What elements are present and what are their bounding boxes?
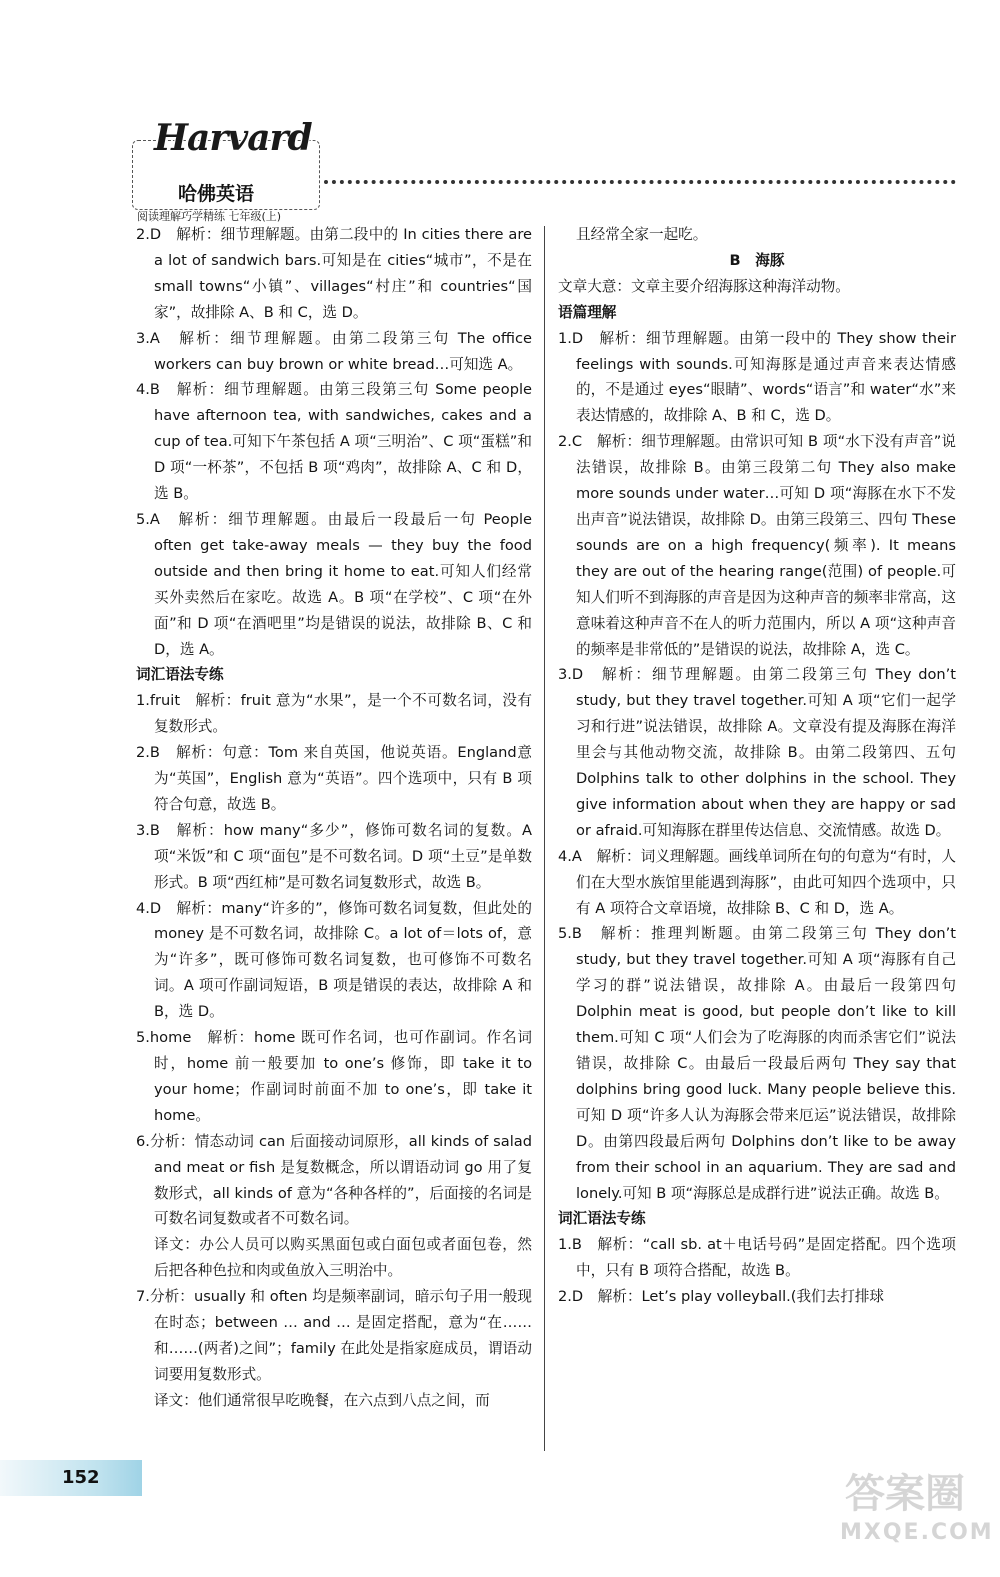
answer-paragraph: 3.D 解析：细节理解题。由第二段第三句 They don’t study, but they travel together.可知 A 项“它们一起学习和行进”说法错误，故排除 A。文章没有提及海豚在海洋里会与其他动物交流，故排除 B。由第二段第四、五句 Dolphins talk to other dolphins in the school. They give information about when they are happy or sad or afraid.可知海豚在群里传达信息、交流情感。故选 D。 <box>558 666 956 839</box>
section-heading: 词汇语法专练 <box>136 666 224 684</box>
section-heading: 词汇语法专练 <box>558 1210 646 1228</box>
answer-paragraph: 5.B 解析：推理判断题。由第二段第三句 They don’t study, but they travel together.可知 A 项“海豚有自己学习的群”说法错误，故排除 A。由最后一段第四句 Dolphin meat is good, but people don’t like to kill them.可知 C 项“人们会为了吃海豚的肉而杀害它们”说法错误，故排除 C。由最后一段最后两句 They say that dolphins bring good luck. Many people believe this.可知 D 项“许多人认为海豚会带来厄运”说法错误，故排除 D。由第四段最后两句 Dolphins don’t like to be away from their school in an aquarium. They are sad and lonely.可知 B 项“海豚总是成群行进”说法正确。故选 B。 <box>558 925 956 1202</box>
watermark-url: MXQE.COM <box>840 1520 994 1545</box>
answer-paragraph: 且经常全家一起吃。 <box>576 226 708 243</box>
answer-paragraph: 4.D 解析：many“许多的”，修饰可数名词复数，但此处的 money 是不可数名词，故排除 C。a lot of＝lots of，意为“许多”，既可修饰可数名词复数，也可修饰不可数名词。A 项可作副词短语，B 项是错误的表达，故排除 A 和 B，选 D。 <box>136 899 532 1021</box>
answer-paragraph: 2.D 解析：细节理解题。由第二段中的 In cities there are a lot of sandwich bars.可知是在 cities“城市”，不是在 small towns“小镇”、villages“村庄”和 countries“国家”，故排除 A、B 和 C，选 D。 <box>136 226 532 321</box>
column-divider <box>544 226 545 1451</box>
page-header <box>132 117 962 223</box>
answer-paragraph: 2.D 解析：Let’s play volleyball.(我们去打排球 <box>558 1288 885 1306</box>
right-column <box>558 222 956 1310</box>
answer-paragraph: 4.B 解析：细节理解题。由第三段第三句 Some people have afternoon tea, with sandwiches, cakes and a cup of tea.可知下午茶包括 A 项“三明治”、C 项“蛋糕”和 D 项“一杯茶”，不包括 B 项“鸡肉”，故排除 A、C 和 D，选 B。 <box>136 381 532 503</box>
logo-title: Harvard <box>154 117 312 159</box>
answer-paragraph: 1.B 解析：“call sb. at＋电话号码”是固定搭配。四个选项中，只有 B 项符合搭配，故选 B。 <box>558 1236 956 1280</box>
logo-subtitle: 哈佛英语 <box>178 183 255 205</box>
answer-paragraph: 2.B 解析：句意：Tom 来自英国，他说英语。England意为“英国”，English 意为“英语”。四个选项中，只有 B 项符合句意，故选 B。 <box>136 744 532 813</box>
watermark-logo: 答案圈 <box>845 1471 965 1517</box>
answer-paragraph: 6.分析：情态动词 can 后面接动词原形，all kinds of salad and meat or fish 是复数概念，所以谓语动词 go 用了复数形式，all kinds of 意为“各种各样的”，后面接的名词是可数名词复数或者不可数名词。 <box>136 1132 532 1228</box>
passage-title: B 海豚 <box>729 251 785 269</box>
answer-paragraph: 译文：办公人员可以购买黑面包或白面包或者面包卷，然后把各种色拉和肉或鱼放入三明治中。 <box>154 1236 532 1280</box>
answer-paragraph: 5.A 解析：细节理解题。由最后一段最后一句 People often get take-away meals — they buy the food outside and then bring it home to eat.可知人们经常买外卖然后在家吃。故选 A。B 项“在学校”、C 项“在外面”和 D 项“在酒吧里”均是错误的说法，故排除 B、C 和 D，选 A。 <box>136 510 532 658</box>
answer-paragraph: 3.B 解析：how many“多少”，修饰可数名词的复数。A 项“米饭”和 C 项“面包”是不可数名词。D 项“土豆”是单数形式。B 项“西红柿”是可数名词复数形式，故选 B。 <box>136 821 532 891</box>
answer-paragraph: 2.C 解析：细节理解题。由常识可知 B 项“水下没有声音”说法错误，故排除 B。由第三段第二句 They also make more sounds under water…可知 D 项“海豚在水下不发出声音”说法错误，故排除 D。由第三段第三、四句 These sounds are on a high frequency(频率). It means they are out of the hearing range(范围) of people.可知人们听不到海豚的声音是因为这种声音的频率非常高，这意味着这种声音不在人的听力范围内，所以 A 项“这种声音的频率是非常低的”是错误的说法，故排除 A，选 C。 <box>558 433 956 658</box>
header-dotted-rule <box>324 180 956 184</box>
answer-paragraph: 3.A 解析：细节理解题。由第二段第三句 The office workers can buy brown or white bread…可知选 A。 <box>136 329 532 373</box>
section-heading: 语篇理解 <box>558 303 617 321</box>
logo-tagline: 阅读理解巧学精练 七年级(上) <box>137 210 282 223</box>
answer-paragraph: 1.fruit 解析：fruit 意为“水果”，是一个不可数名词，没有复数形式。 <box>136 692 532 736</box>
answer-paragraph: 7.分析：usually 和 often 均是频率副词，暗示句子用一般现在时态；between … and … 是固定搭配，意为“在……和……(两者)之间”；family 在此处是指家庭成员，谓语动词要用复数形式。 <box>136 1288 532 1383</box>
answer-paragraph: 文章大意：文章主要介绍海豚这种海洋动物。 <box>558 277 850 295</box>
answer-paragraph: 5.home 解析：home 既可作名词，也可作副词。作名词时，home 前一般要加 to one’s 修饰，即 take it to your home；作副词时前面不加 to one’s，即 take it home。 <box>136 1029 532 1124</box>
answer-paragraph: 译文：他们通常很早吃晚餐，在六点到八点之间，而 <box>154 1391 490 1409</box>
left-column <box>136 222 532 1414</box>
answer-paragraph: 4.A 解析：词义理解题。画线单词所在句的句意为“有时，人们在大型水族馆里能遇到海豚”，由此可知四个选项中，只有 A 项符合文章语境，故排除 B、C 和 D，选 A。 <box>558 847 956 917</box>
watermark <box>840 1468 994 1558</box>
answer-paragraph: 1.D 解析：细节理解题。由第一段中的 They show their feelings with sounds.可知海豚是通过声音来表达情感的，不是通过 eyes“眼睛”、words“语言”和 water“水”来表达情感的，故排除 A、B 和 C，选 D。 <box>558 329 956 425</box>
page-number: 152 <box>62 1467 100 1488</box>
